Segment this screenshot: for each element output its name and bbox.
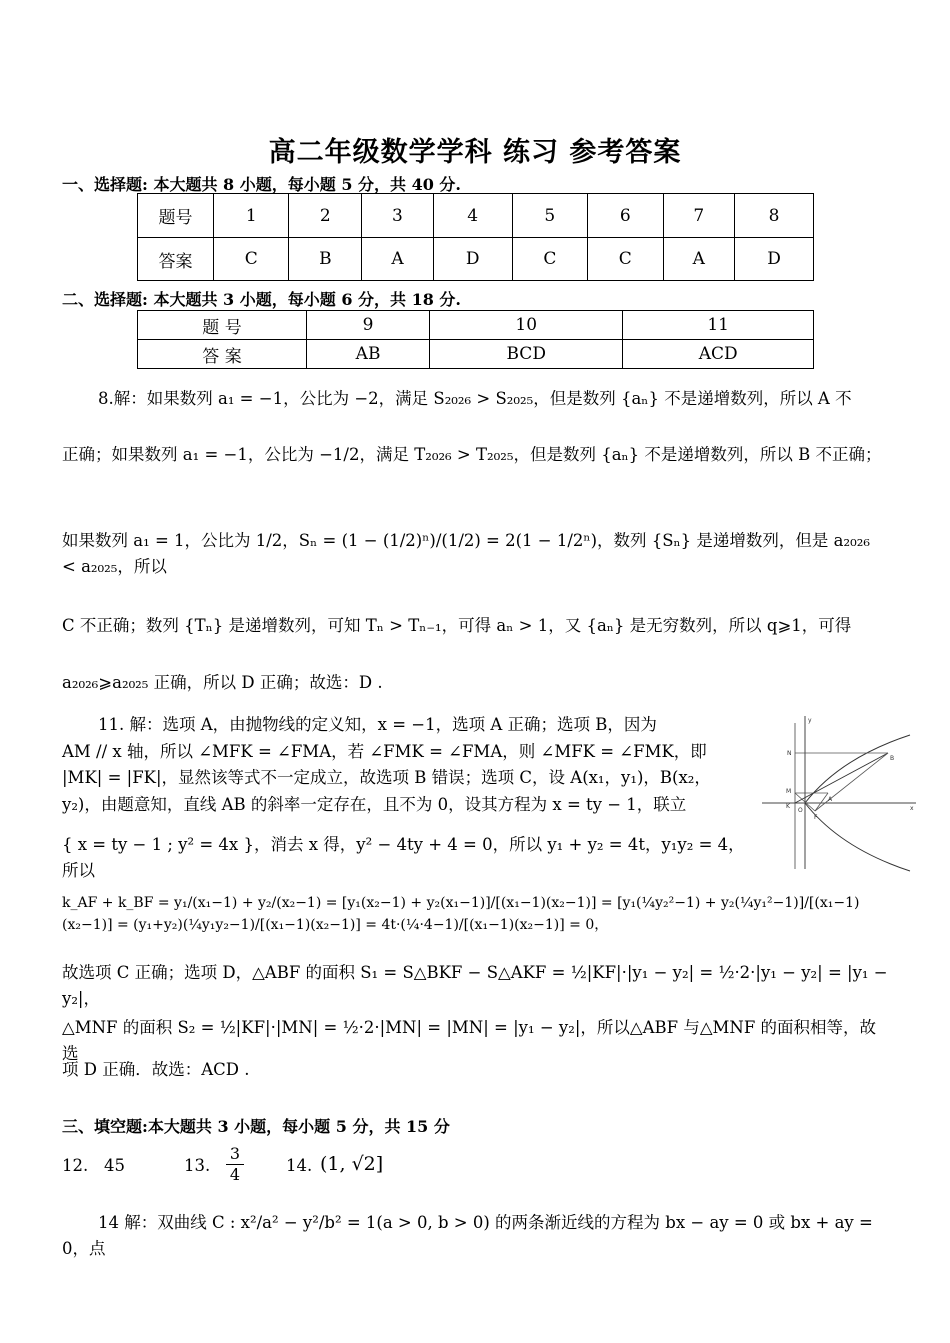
q8-line1: 8.解：如果数列 a₁ = −1，公比为 −2，满足 S₂₀₂₆ > S₂₀₂₅，但是数列 {aₙ} 不是递增数列，所以 A 不	[98, 389, 852, 408]
fig-label-a: A	[828, 796, 833, 803]
table-row	[138, 311, 814, 340]
answer-13-numerator: 3	[226, 1144, 244, 1165]
table-cell: C	[512, 238, 587, 281]
q11-line4: y₂)，由题意知，直线 AB 的斜率一定存在，且不为 0，设其方程为 x = ty − 1，联立	[62, 795, 687, 814]
q8-line4: C 不正确；数列 {Tₙ} 是递增数列，可知 Tₙ > Tₙ₋₁，可得 aₙ > 1，又 {aₙ} 是无穷数列，所以 q⩾1，可得	[62, 616, 852, 635]
answer-13-label: 13.	[184, 1156, 211, 1175]
table-cell: 6	[588, 194, 663, 238]
table-cell: B	[289, 238, 362, 281]
fig-label-n: N	[787, 750, 792, 757]
table-cell: 1	[214, 194, 289, 238]
table-cell: 2	[289, 194, 362, 238]
q11-line2: AM // x 轴，所以 ∠MFK = ∠FMA，若 ∠FMK = ∠FMA，则 ∠MFK = ∠FMK，即	[62, 742, 707, 761]
table-cell: 5	[512, 194, 587, 238]
fig-label-m: M	[786, 788, 792, 795]
table-cell: 11	[623, 311, 814, 340]
q11-line1: 11. 解：选项 A，由抛物线的定义知，x = −1，选项 A 正确；选项 B，因为	[98, 715, 657, 734]
q11-line7: 故选项 C 正确；选项 D，△ABF 的面积 S₁ = S△BKF − S△AKF = ½|KF|·|y₁ − y₂| = ½·2·|y₁ − y₂| = |y₁ − y₂|，	[62, 963, 888, 1008]
q11-line8: △MNF 的面积 S₂ = ½|KF|·|MN| = ½·2·|MN| = |MN| = |y₁ − y₂|，所以△ABF 与△MNF 的面积相等，故选	[62, 1018, 877, 1063]
table-header-cell: 题号	[138, 194, 214, 238]
q11-line5: { x = ty − 1 ; y² = 4x }，消去 x 得，y² − 4ty + 4 = 0，所以 y₁ + y₂ = 4t，y₁y₂ = 4，所以	[62, 835, 745, 880]
q14-line1: 14 解：双曲线 C : x²/a² − y²/b² = 1(a > 0, b > 0) 的两条渐近线的方程为 bx − ay = 0 或 bx + ay = 0，点	[62, 1213, 873, 1258]
table-cell: D	[735, 238, 814, 281]
table-cell: A	[663, 238, 735, 281]
table-header-cell: 答 案	[138, 340, 307, 369]
fig-label-f: F	[814, 814, 818, 821]
table-cell: C	[214, 238, 289, 281]
answer-13-fraction	[226, 1144, 244, 1185]
table-cell: A	[362, 238, 434, 281]
fig-label-o: O	[798, 807, 803, 814]
parabola-figure	[760, 713, 920, 873]
q11-line3: |MK| = |FK|，显然该等式不一定成立，故选项 B 错误；选项 C，设 A(x₁，y₁)，B(x₂，	[62, 768, 711, 787]
table-row	[138, 340, 814, 369]
table-cell: ACD	[623, 340, 814, 369]
table-cell: C	[588, 238, 663, 281]
fig-label-k: K	[786, 803, 790, 810]
line-kb	[795, 753, 888, 803]
q8-line5: a₂₀₂₆⩾a₂₀₂₅ 正确，所以 D 正确；故选：D .	[62, 673, 383, 692]
fig-label-x: x	[910, 805, 914, 812]
q8-line2: 正确；如果数列 a₁ = −1，公比为 −1/2，满足 T₂₀₂₆ > T₂₀₂₅，但是数列 {aₙ} 不是递增数列，所以 B 不正确；	[62, 445, 882, 464]
q11-line6: k_AF + k_BF = y₁/(x₁−1) + y₂/(x₂−1) = [y₁(x₂−1) + y₂(x₁−1)]/[(x₁−1)(x₂−1)] = [y₁(¼y₂²−1) + y₂(¼y₁²−1)]/[(x₁−1)(x₂−1)] = (y₁+y₂)(¼y₁y₂−1)/[(x₁−1)(x₂−1)] = 4t·(¼·4−1)/[(x₁−1)(x₂−1)] = 0，	[62, 895, 860, 933]
table-header-cell: 答案	[138, 238, 214, 281]
q11-line9: 项 D 正确．故选：ACD .	[62, 1060, 250, 1079]
answer-13-denominator: 4	[229, 1165, 241, 1184]
answer-12: 45	[104, 1156, 125, 1175]
section1-heading: 一、选择题: 本大题共 8 小题，每小题 5 分，共 40 分.	[62, 175, 462, 194]
answer-table-2	[137, 310, 814, 369]
table-cell: D	[433, 238, 512, 281]
table-row	[138, 194, 814, 238]
table-cell: 3	[362, 194, 434, 238]
answer-14-label: 14.	[286, 1156, 313, 1175]
table-cell: 4	[433, 194, 512, 238]
table-row	[138, 238, 814, 281]
page-title: 高二年级数学学科 练习 参考答案	[268, 137, 682, 168]
section3-heading: 三、填空题:本大题共 3 小题，每小题 5 分，共 15 分	[62, 1117, 450, 1136]
table-cell: 7	[663, 194, 735, 238]
answer-14: (1, √2]	[320, 1153, 384, 1175]
table-cell: 9	[307, 311, 430, 340]
table-cell: 10	[430, 311, 623, 340]
answer-table-1	[137, 193, 814, 281]
section2-heading: 二、选择题: 本大题共 3 小题，每小题 6 分，共 18 分.	[62, 290, 462, 309]
table-cell: AB	[307, 340, 430, 369]
fig-label-y: y	[808, 717, 812, 724]
table-cell: 8	[735, 194, 814, 238]
answer-12-label: 12.	[62, 1156, 89, 1175]
table-cell: BCD	[430, 340, 623, 369]
q8-line3: 如果数列 a₁ = 1，公比为 1/2，Sₙ = (1 − (1/2)ⁿ)/(1/2) = 2(1 − 1/2ⁿ)，数列 {Sₙ} 是递增数列，但是 a₂₀₂₆ < a₂₀₂₅，所以	[62, 531, 870, 576]
fig-label-b: B	[890, 755, 895, 762]
table-header-cell: 题 号	[138, 311, 307, 340]
